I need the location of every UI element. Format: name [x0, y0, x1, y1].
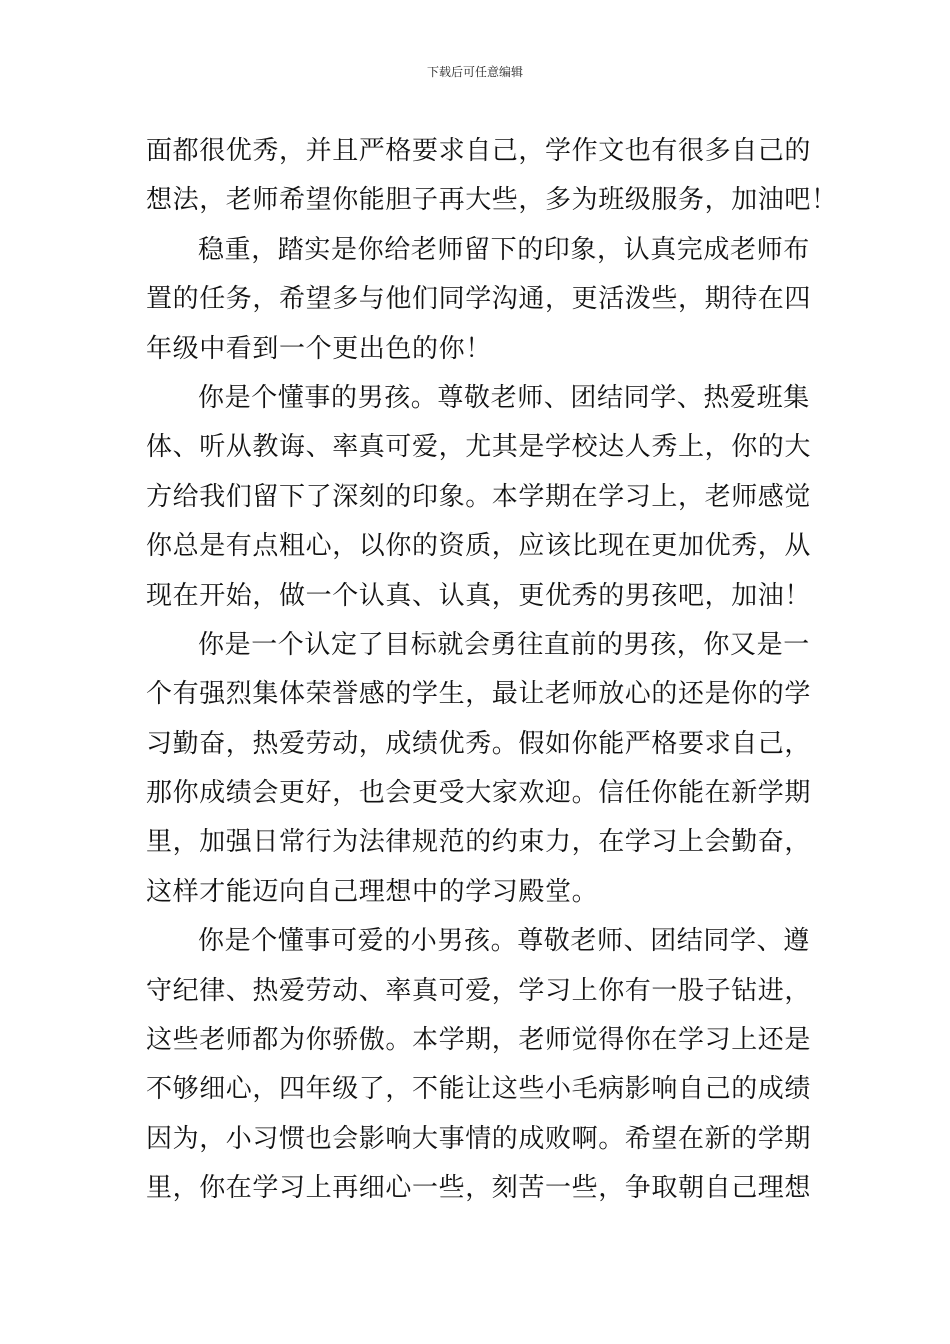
text-line: 不够细心，四年级了，不能让这些小毛病影响自己的成绩	[146, 1074, 812, 1105]
text-line: 里，你在学习上再细心一些，刻苦一些，争取朝自己理想	[146, 1173, 812, 1204]
page-header: 下载后可任意编辑	[426, 65, 523, 79]
paragraph-first-line: 你是个懂事的男孩。尊敬老师、团结同学、热爱班集	[198, 382, 810, 413]
text-line: 现在开始，做一个认真、认真，更优秀的男孩吧，加油！	[146, 580, 812, 611]
text-line: 那你成绩会更好，也会更受大家欢迎。信任你能在新学期	[146, 778, 812, 809]
text-line: 个有强烈集体荣誉感的学生，最让老师放心的还是你的学	[146, 679, 812, 710]
text-line: 这些老师都为你骄傲。本学期，老师觉得你在学习上还是	[146, 1025, 812, 1056]
text-line: 你总是有点粗心，以你的资质，应该比现在更加优秀，从	[146, 531, 812, 562]
paragraph-first-line: 你是一个认定了目标就会勇往直前的男孩，你又是一	[198, 629, 810, 660]
text-line: 面都很优秀，并且严格要求自己，学作文也有很多自己的	[146, 136, 812, 166]
text-line: 习勤奋，热爱劳动，成绩优秀。假如你能严格要求自己，	[146, 728, 812, 759]
text-line: 置的任务，希望多与他们同学沟通，更活泼些，期待在四	[146, 284, 812, 315]
text-line: 里，加强日常行为法律规范的约束力，在学习上会勤奋，	[146, 827, 812, 858]
text-line: 因为，小习惯也会影响大事情的成败啊。希望在新的学期	[146, 1123, 812, 1154]
text-line: 守纪律、热爱劳动、率真可爱，学习上你有一股子钻进，	[146, 975, 812, 1006]
document-body	[146, 127, 838, 1214]
paragraph-first-line: 你是个懂事可爱的小男孩。尊敬老师、团结同学、遵	[198, 926, 810, 957]
text-line: 体、听从教诲、率真可爱，尤其是学校达人秀上，你的大	[146, 432, 812, 463]
text-line: 方给我们留下了深刻的印象。本学期在学习上，老师感觉	[146, 481, 812, 512]
text-line: 年级中看到一个更出色的你！	[146, 333, 492, 364]
text-line: 想法，老师希望你能胆子再大些，多为班级服务，加油吧！	[146, 185, 838, 216]
text-line: 这样才能迈向自己理想中的学习殿堂。	[146, 876, 599, 907]
paragraph-first-line: 稳重，踏实是你给老师留下的印象，认真完成老师布	[198, 234, 810, 265]
